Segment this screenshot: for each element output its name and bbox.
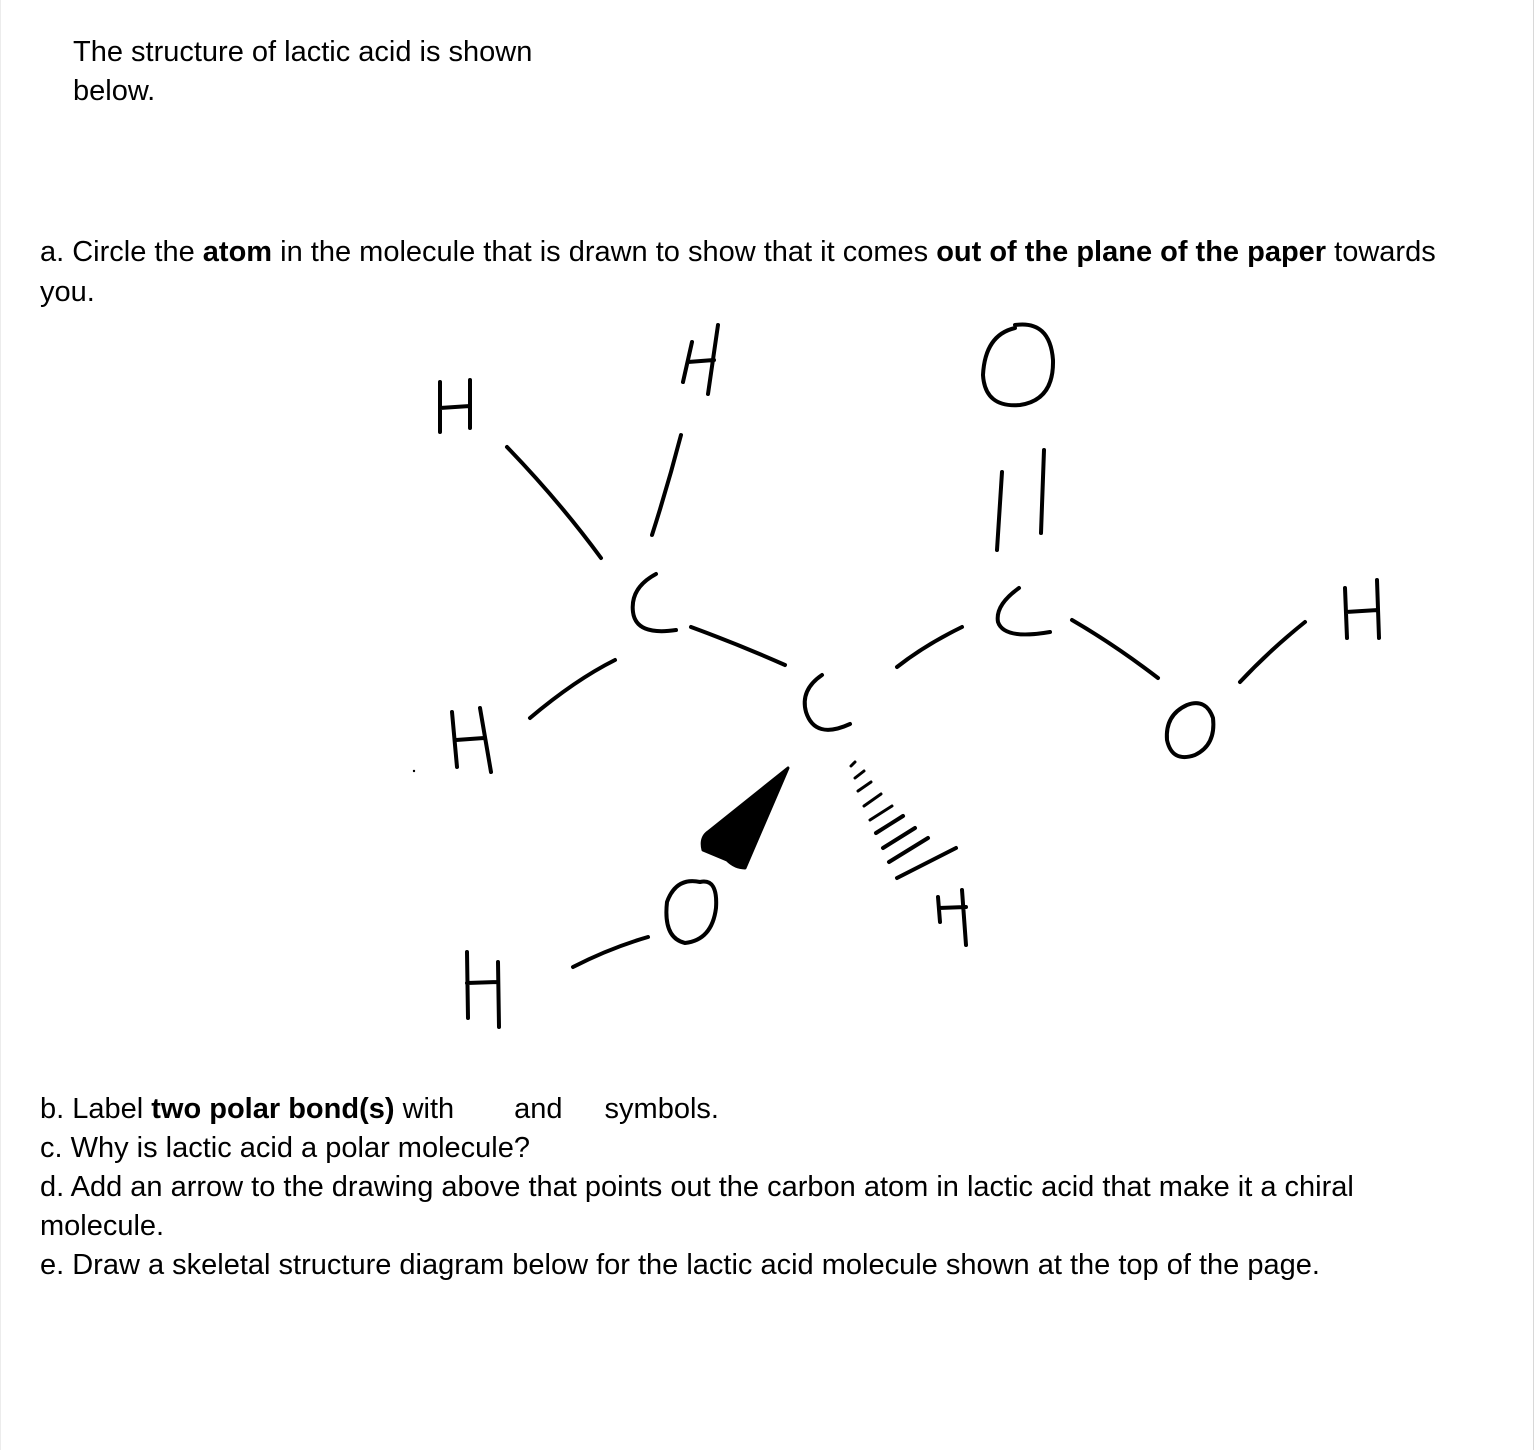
- atom-c-methyl: [633, 574, 676, 631]
- question-a-suffix: towards you.: [40, 236, 1436, 308]
- bond-wedge-c-o: [702, 768, 788, 868]
- bond-c-c-methyl-central: [691, 627, 785, 665]
- bond-hash-c-h: [851, 762, 956, 878]
- question-a-middle: in the molecule that is drawn to show that it comes: [280, 236, 929, 268]
- bond-c-c-central-carboxyl: [897, 627, 962, 667]
- question-e: e. Draw a skeletal structure diagram below for the lactic acid molecule shown at the top of the page.: [40, 1249, 1320, 1281]
- atom-h-methyl-lower: [452, 708, 491, 772]
- question-b-suffix: symbols.: [604, 1093, 719, 1125]
- bond-c-o-carboxyl: [1072, 620, 1158, 678]
- atom-h-methyl-top: [683, 325, 718, 394]
- atom-o-carbonyl: [983, 324, 1053, 405]
- question-b-bold: two polar bond(s): [151, 1093, 395, 1125]
- atom-h-methyl-left: [440, 380, 470, 432]
- question-b: [40, 1090, 1480, 1129]
- question-b-and: and: [514, 1093, 563, 1125]
- atom-h-alcohol: [467, 952, 499, 1027]
- question-d: d. Add an arrow to the drawing above that points out the carbon atom in lactic acid that make it a chiral molecule.: [40, 1171, 1354, 1242]
- bond-c-o-double: [997, 450, 1044, 550]
- question-list: [40, 1090, 1480, 1285]
- atom-o-alcohol: [666, 881, 716, 943]
- bond-o-h-carboxyl: [1240, 622, 1305, 682]
- atom-h-acid: [1345, 580, 1379, 638]
- question-b-with: with: [402, 1093, 455, 1125]
- intro-text: The structure of lactic acid is shown below.: [73, 36, 533, 107]
- question-a-bold-plane: out of the plane of the paper: [936, 236, 1327, 268]
- atom-c-central: [805, 675, 850, 730]
- atom-h-stereo: [938, 890, 966, 945]
- bond-o-h-alcohol: [573, 937, 648, 967]
- atom-o-hydroxyl: [1167, 703, 1214, 757]
- question-a-prefix: a. Circle the: [40, 236, 195, 268]
- question-c: c. Why is lactic acid a polar molecule?: [40, 1132, 530, 1164]
- bond-h-c-methyl-left: [507, 447, 601, 558]
- question-b-prefix: b. Label: [40, 1093, 144, 1125]
- bond-h-c-methyl-lower: [530, 660, 615, 718]
- question-a-bold-atom: atom: [202, 236, 273, 268]
- bond-h-c-methyl-top: [652, 435, 681, 535]
- stray-dot: [413, 770, 415, 772]
- atom-c-carboxyl: [998, 588, 1050, 634]
